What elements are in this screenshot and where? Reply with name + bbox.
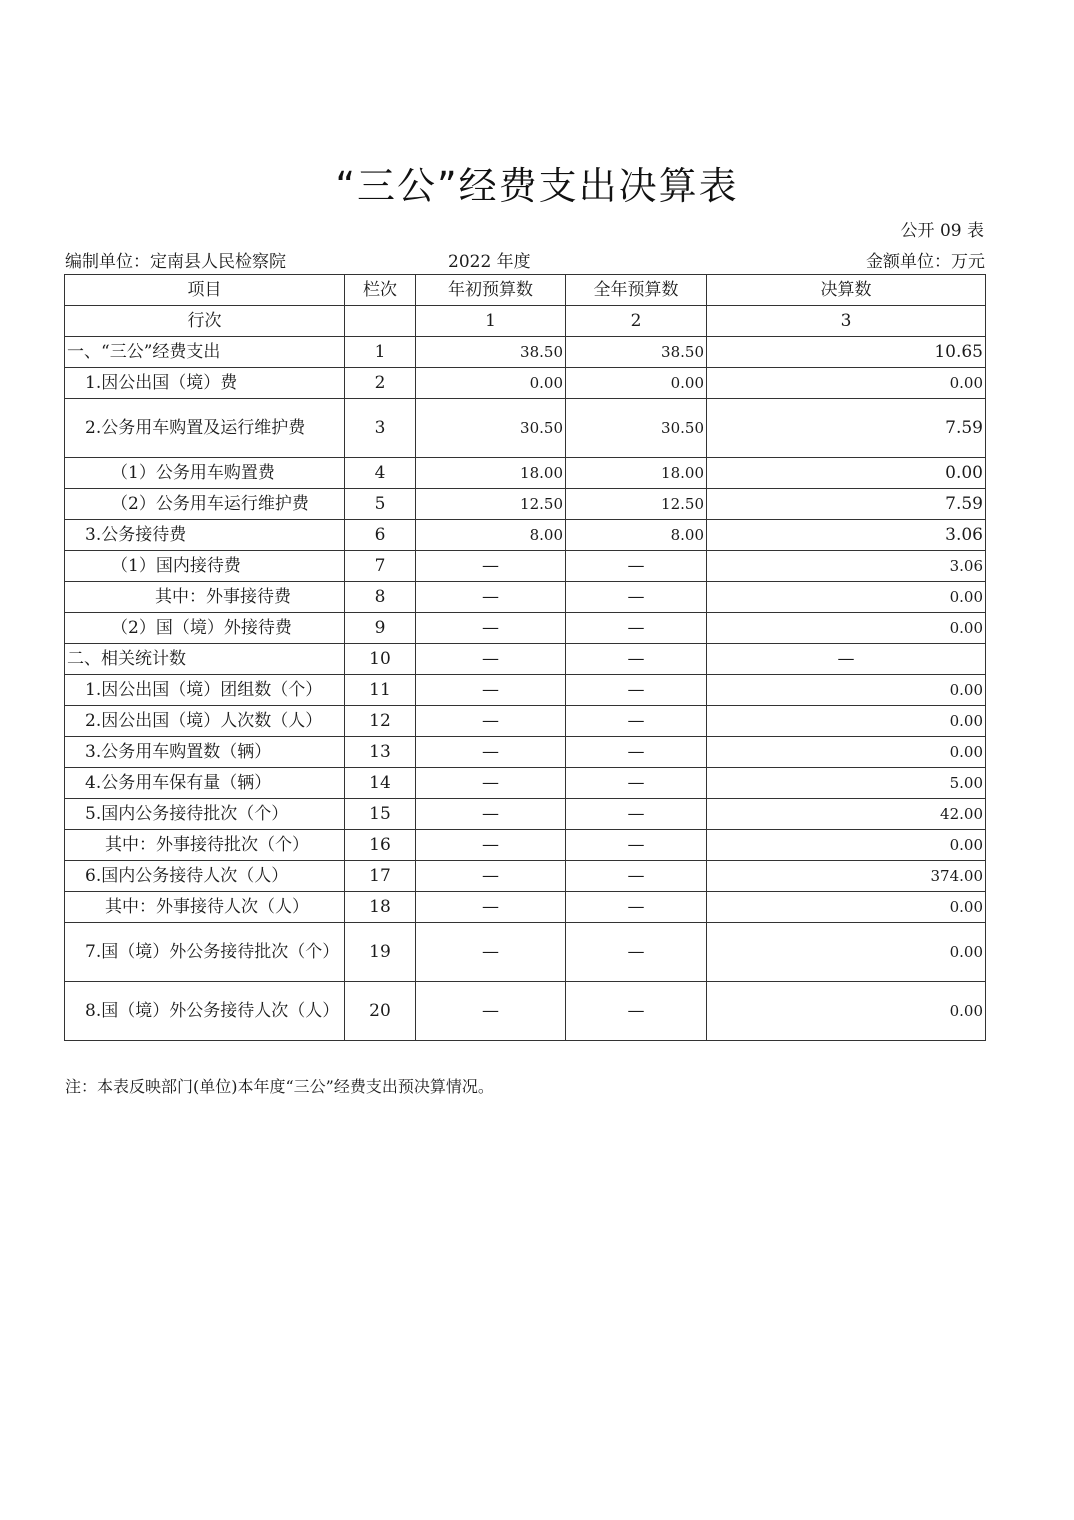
- compiling-unit: 编制单位：定南县人民检察院: [65, 252, 286, 272]
- row-item-name: 2.公务用车购置及运行维护费: [65, 399, 345, 458]
- row-initial-budget: —: [416, 892, 566, 923]
- row-annual-budget: —: [566, 737, 707, 768]
- table-row: [65, 830, 986, 861]
- table-row: [65, 520, 986, 551]
- row-item-name: （2）公务用车运行维护费: [65, 489, 345, 520]
- row-item-name: （1）公务用车购置费: [65, 458, 345, 489]
- row-col-number: 13: [345, 737, 416, 768]
- table-row: [65, 799, 986, 830]
- row-item-name: 其中：外事接待费: [65, 582, 345, 613]
- row-index: [65, 306, 986, 337]
- table-row: [65, 458, 986, 489]
- row-annual-budget: —: [566, 613, 707, 644]
- row-col-number: 16: [345, 830, 416, 861]
- row-final: 0.00: [707, 706, 986, 737]
- header-initial-budget: 年初预算数: [416, 275, 566, 306]
- row-item-name: 一、“三公”经费支出: [65, 337, 345, 368]
- row-item-name: 其中：外事接待人次（人）: [65, 892, 345, 923]
- page-title: “三公”经费支出决算表: [335, 164, 739, 208]
- meta-line: [65, 247, 985, 271]
- header-row: [65, 275, 986, 306]
- row-initial-budget: 12.50: [416, 489, 566, 520]
- row-col-number: 8: [345, 582, 416, 613]
- row-col-number: 2: [345, 368, 416, 399]
- table-row: [65, 768, 986, 799]
- row-initial-budget: —: [416, 737, 566, 768]
- row-initial-budget: 30.50: [416, 399, 566, 458]
- row-col-number: 7: [345, 551, 416, 582]
- row-annual-budget: 30.50: [566, 399, 707, 458]
- row-col-number: 18: [345, 892, 416, 923]
- table-row: [65, 613, 986, 644]
- row-item-name: 其中：外事接待批次（个）: [65, 830, 345, 861]
- table-row: [65, 675, 986, 706]
- fiscal-year: 2022 年度: [448, 252, 531, 272]
- row-final: 7.59: [707, 399, 986, 458]
- row-final: 0.00: [707, 923, 986, 982]
- form-number: 公开 09 表: [900, 221, 984, 241]
- row-col-number: 15: [345, 799, 416, 830]
- row-annual-budget: —: [566, 982, 707, 1041]
- row-item-name: 1.因公出国（境）费: [65, 368, 345, 399]
- row-index-col: [345, 306, 416, 337]
- row-col-number: 20: [345, 982, 416, 1041]
- row-index-c2: 2: [566, 306, 707, 337]
- row-col-number: 17: [345, 861, 416, 892]
- row-index-c3: 3: [707, 306, 986, 337]
- table-row: [65, 892, 986, 923]
- money-unit: 金额单位：万元: [866, 252, 985, 272]
- row-index-c1: 1: [416, 306, 566, 337]
- row-item-name: 二、相关统计数: [65, 644, 345, 675]
- row-initial-budget: —: [416, 799, 566, 830]
- row-final: 0.00: [707, 582, 986, 613]
- row-initial-budget: 0.00: [416, 368, 566, 399]
- row-final: 0.00: [707, 830, 986, 861]
- row-initial-budget: —: [416, 582, 566, 613]
- row-final: 0.00: [707, 982, 986, 1041]
- row-initial-budget: —: [416, 861, 566, 892]
- table-row: [65, 368, 986, 399]
- row-final: 0.00: [707, 368, 986, 399]
- table-row: [65, 337, 986, 368]
- table-row: [65, 982, 986, 1041]
- row-initial-budget: —: [416, 551, 566, 582]
- row-annual-budget: —: [566, 768, 707, 799]
- row-item-name: （2）国（境）外接待费: [65, 613, 345, 644]
- row-final: —: [707, 644, 986, 675]
- row-annual-budget: —: [566, 675, 707, 706]
- row-annual-budget: 0.00: [566, 368, 707, 399]
- row-item-name: 2.因公出国（境）人次数（人）: [65, 706, 345, 737]
- table-row: [65, 706, 986, 737]
- row-col-number: 12: [345, 706, 416, 737]
- table-row: [65, 861, 986, 892]
- row-initial-budget: 8.00: [416, 520, 566, 551]
- row-item-name: 4.公务用车保有量（辆）: [65, 768, 345, 799]
- row-final: 5.00: [707, 768, 986, 799]
- row-item-name: 1.因公出国（境）团组数（个）: [65, 675, 345, 706]
- row-col-number: 4: [345, 458, 416, 489]
- row-index-label: 行次: [65, 306, 345, 337]
- row-final: 0.00: [707, 613, 986, 644]
- row-annual-budget: —: [566, 861, 707, 892]
- row-final: 42.00: [707, 799, 986, 830]
- row-col-number: 5: [345, 489, 416, 520]
- row-initial-budget: —: [416, 644, 566, 675]
- row-col-number: 10: [345, 644, 416, 675]
- row-annual-budget: 38.50: [566, 337, 707, 368]
- row-annual-budget: —: [566, 830, 707, 861]
- row-annual-budget: —: [566, 582, 707, 613]
- row-item-name: （1）国内接待费: [65, 551, 345, 582]
- row-col-number: 1: [345, 337, 416, 368]
- row-item-name: 3.公务接待费: [65, 520, 345, 551]
- row-annual-budget: —: [566, 706, 707, 737]
- table-row: [65, 489, 986, 520]
- table-row: [65, 399, 986, 458]
- row-col-number: 19: [345, 923, 416, 982]
- row-initial-budget: —: [416, 706, 566, 737]
- row-final: 3.06: [707, 520, 986, 551]
- expense-table: [64, 274, 986, 1041]
- row-final: 0.00: [707, 892, 986, 923]
- row-item-name: 6.国内公务接待人次（人）: [65, 861, 345, 892]
- row-annual-budget: —: [566, 923, 707, 982]
- row-col-number: 3: [345, 399, 416, 458]
- header-annual-budget: 全年预算数: [566, 275, 707, 306]
- header-item: 项目: [65, 275, 345, 306]
- row-item-name: 3.公务用车购置数（辆）: [65, 737, 345, 768]
- table-row: [65, 923, 986, 982]
- table-row: [65, 551, 986, 582]
- header-final: 决算数: [707, 275, 986, 306]
- row-col-number: 14: [345, 768, 416, 799]
- row-final: 374.00: [707, 861, 986, 892]
- row-annual-budget: —: [566, 644, 707, 675]
- row-annual-budget: 8.00: [566, 520, 707, 551]
- row-final: 0.00: [707, 737, 986, 768]
- row-initial-budget: —: [416, 982, 566, 1041]
- row-final: 10.65: [707, 337, 986, 368]
- row-item-name: 5.国内公务接待批次（个）: [65, 799, 345, 830]
- row-initial-budget: —: [416, 768, 566, 799]
- row-annual-budget: 18.00: [566, 458, 707, 489]
- row-final: 7.59: [707, 489, 986, 520]
- table-row: [65, 737, 986, 768]
- row-final: 0.00: [707, 675, 986, 706]
- row-initial-budget: —: [416, 675, 566, 706]
- row-initial-budget: 38.50: [416, 337, 566, 368]
- table-row: [65, 582, 986, 613]
- row-initial-budget: —: [416, 923, 566, 982]
- row-item-name: 7.国（境）外公务接待批次（个）: [65, 923, 345, 982]
- row-final: 3.06: [707, 551, 986, 582]
- row-initial-budget: —: [416, 613, 566, 644]
- row-col-number: 6: [345, 520, 416, 551]
- header-col: 栏次: [345, 275, 416, 306]
- row-col-number: 11: [345, 675, 416, 706]
- row-initial-budget: —: [416, 830, 566, 861]
- row-initial-budget: 18.00: [416, 458, 566, 489]
- row-final: 0.00: [707, 458, 986, 489]
- row-annual-budget: —: [566, 892, 707, 923]
- row-col-number: 9: [345, 613, 416, 644]
- row-annual-budget: —: [566, 551, 707, 582]
- row-item-name: 8.国（境）外公务接待人次（人）: [65, 982, 345, 1041]
- row-annual-budget: —: [566, 799, 707, 830]
- row-annual-budget: 12.50: [566, 489, 707, 520]
- footnote: 注：本表反映部门(单位)本年度“三公”经费支出预决算情况。: [65, 1077, 494, 1096]
- table-row: [65, 644, 986, 675]
